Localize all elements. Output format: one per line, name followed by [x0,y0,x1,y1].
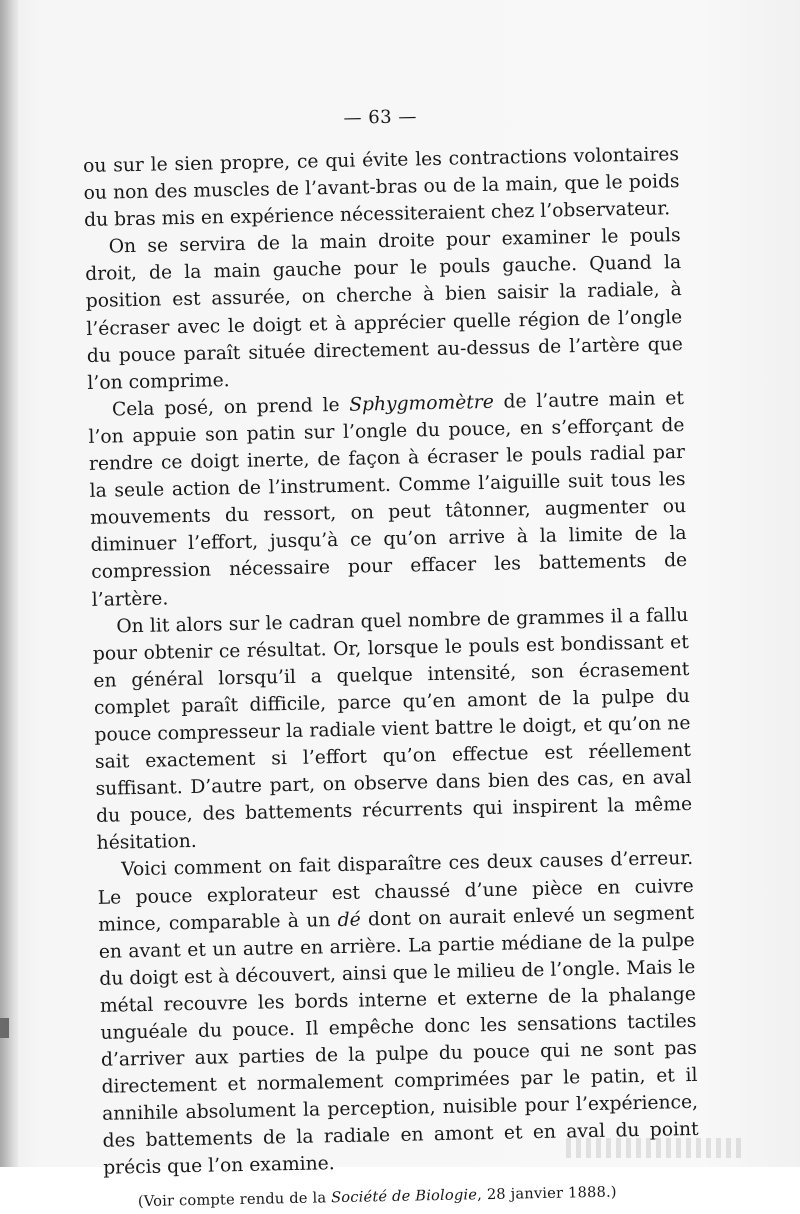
society-name-italic: Société de Biologie [330,1185,478,1206]
page-number: — 63 — [343,106,418,129]
paragraph-5-before: Voici comment on fait disparaître ces deux causes d’erreur. Le pouce explorateur est chaussé d’une pièce en cuivre mince, comparable à un [97,848,694,936]
paragraph-2: On se servira de la main droite pour examiner le pouls droit, de la main gauche pour le pouls gauche. Quand la position est assurée, on cherche à bien saisir la radiale, à l’écraser avec le doigt et à apprécier quelle région de l’ongle du pouce paraît située directement au-dessus de l’artère que l’on comprime. [85,225,683,394]
binding-mark [0,1018,9,1038]
paragraph-1: ou sur le sien propre, ce qui évite les contractions volontaires ou non des muscles de l’avant-bras ou de la main, que le poids du bras mis en expérience nécessiteraient chez l’observateur. [82,144,680,232]
paragraph-5 [97,845,699,1182]
instrument-name-italic: Sphygmomètre [349,391,495,416]
paragraph-5-after: dont on aurait enlevé un segment en avant et un autre en arrière. La partie médiane de la pulpe du doigt est à découvert, ainsi que le milieu de l’ongle. Mais le métal recouvre les bords interne et externe de la phalange unguéale du pouce. Il empêche donc les sensations tactiles d’arriver aux parties de la pulpe du pouce qui ne sont pas directement et normalement comprimées par le patin, et il annihile absolument la perception, nuisible pour l’expérience, des battements de la radiale en amont et en aval du point précis que l’on examine. [98,902,699,1180]
page-text-block [82,100,700,1214]
paragraph-3-before: Cela posé, on prend le [111,394,350,421]
reference-before: (Voir compte rendu de la [137,1188,332,1210]
paragraph-3 [88,385,688,614]
paragraph-3-after: de l’autre main et l’on appuie son patin sur l’ongle du pouce, en s’efforçant de rendre ce doigt inerte, de façon à écraser le pouls radial par la seule action de l’instrument. Comme l’aiguille suit tous les mouvements du ressort, on peut tâtonner, augmenter ou diminuer l’effort, jusqu’à ce qu’on arrive à la limite de la compression nécessaire pour effacer les battements de l’artère. [88,387,688,611]
spine-shadow [0,0,18,1167]
reference-after: , 28 janvier 1888.) [477,1183,617,1203]
reference-note [138,1178,700,1213]
paragraph-4: On lit alors sur le cadran quel nombre de grammes il a fallu pour obtenir ce résultat. Or, lorsque le pouls est bondissant et en général lorsqu’il a quelque intensité, son écrasement complet paraît difficile, parce qu’en amont de la pulpe du pouce compresseur la radiale vient battre le doigt, et qu’on ne sait exactement si l’effort qu’on effectue est réellement suffisant. D’autre part, on observe dans bien des cas, en aval du pouce, des battements récurrents qui inspirent la même hésitation. [92,604,693,855]
thimble-word-italic: dé [337,909,361,931]
